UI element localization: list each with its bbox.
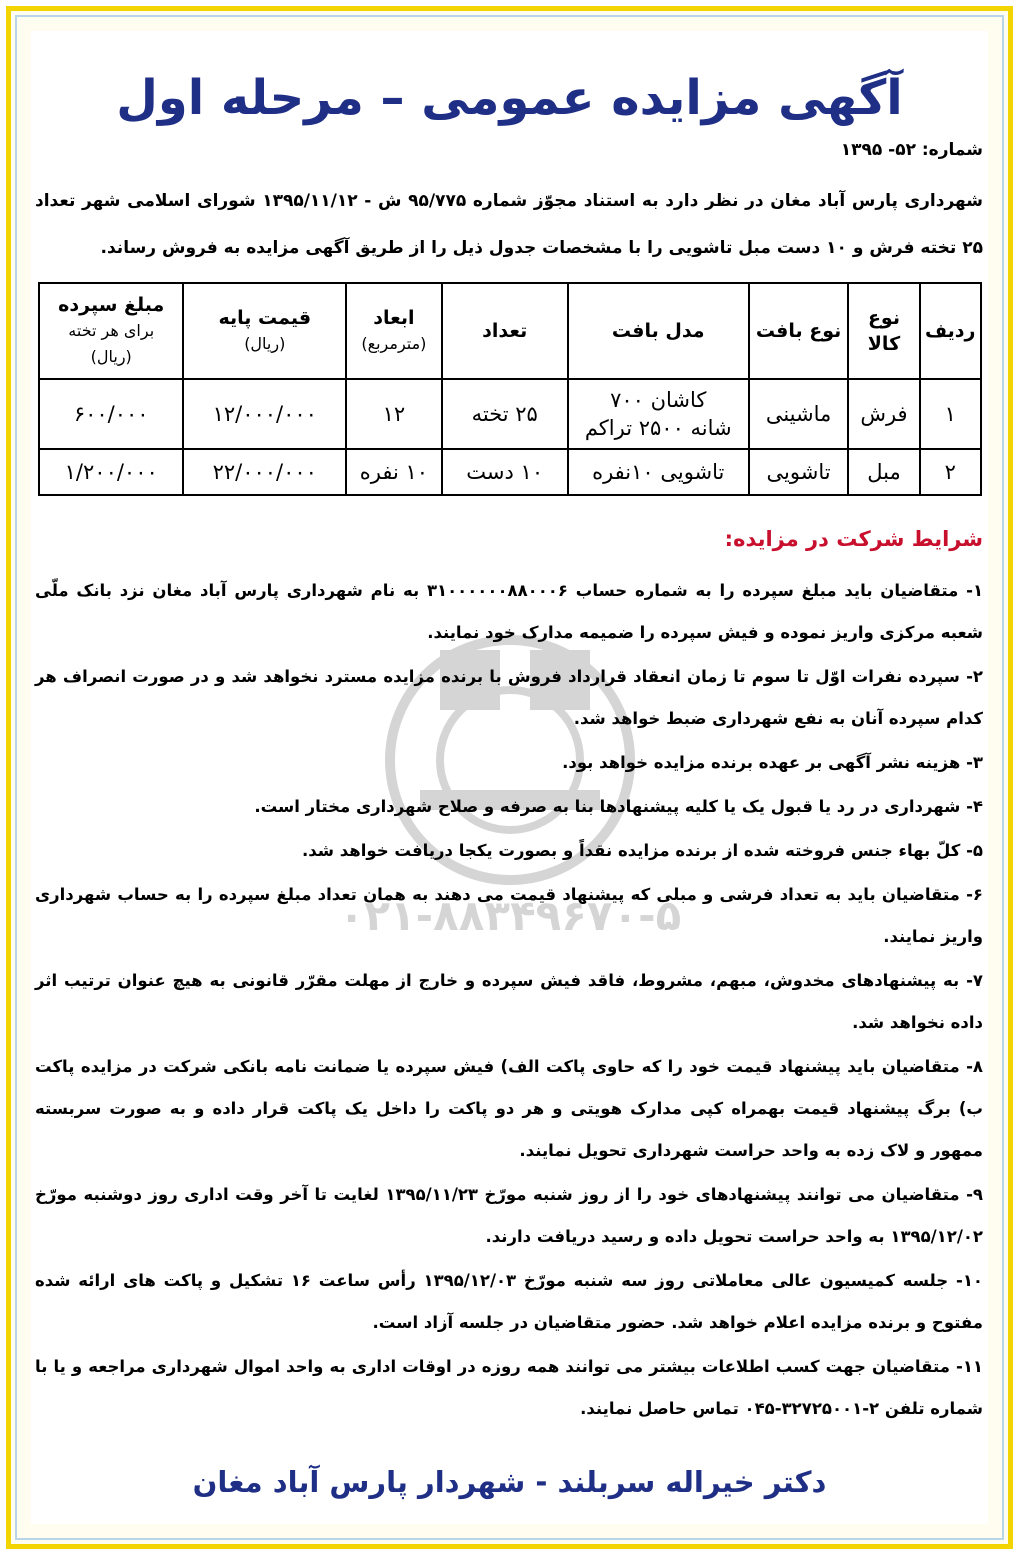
notice-number: شماره: ۵۲- ۱۳۹۵ [840,140,983,160]
cell-model: تاشویی ۱۰نفره [568,449,749,495]
cell-row-number: ۱ [920,379,981,449]
condition-item: ۸- متقاضیان باید پیشنهاد قیمت خود را که حاوی پاکت الف) فیش سپرده یا ضمانت نامه بانکی شرکت در مزایده پاکت ب) برگ پیشنهاد قیمت بهمراه کپی مدارک هویتی و هر دو پاکت را داخل یک پاکت قرار داده و به صورت سربسته ممهور و لاک زده به واحد حراست شهرداری تحویل نمایند. [35,1057,983,1160]
table-row [39,449,981,495]
items-table [38,282,982,496]
cell-dims: ۱۲ [346,379,442,449]
cell-model [568,379,749,449]
cell-row-number: ۲ [920,449,981,495]
condition-item: ۵- کلّ بهاء جنس فروخته شده از برنده مزایده نقداً و بصورت یکجا دریافت خواهد شد. [301,841,983,860]
cell-weave-type: تاشویی [749,449,849,495]
cell-dims: ۱۰ نفره [346,449,442,495]
header-deposit-unit: (ریال) [90,347,132,366]
condition-item: ۳- هزینه نشر آگهی بر عهده برنده مزایده خواهد بود. [562,753,983,772]
conditions-title: شرایط شرکت در مزایده: [724,527,983,551]
header-base-price [183,283,346,379]
header-base-price-unit: (ریال) [244,334,286,353]
header-deposit-sub: برای هر تخته [68,321,155,340]
cell-deposit: ۱/۲۰۰/۰۰۰ [39,449,183,495]
conditions-list [35,570,983,1432]
condition-item: ۲- سپرده نفرات اوّل تا سوم تا زمان انعقاد قرارداد فروش با برنده مزایده مسترد نخواهد شد و در صورت انصراف هر کدام سپرده آنان به نفع شهرداری ضبط خواهد شد. [35,667,983,728]
condition-item: ۱۱- متقاضیان جهت کسب اطلاعات بیشتر می توانند همه روزه در اوقات اداری به واحد اموال شهرداری مراجعه و یا با شماره تلفن ۲-۳۲۷۲۵۰۰۱-۰۴۵ تماس حاصل نمایند. [35,1357,983,1418]
cell-item-type: فرش [848,379,919,449]
cell-item-type: مبل [848,449,919,495]
condition-item: ۷- به پیشنهادهای مخدوش، مبهم، مشروط، فاقد فیش سپرده و خارج از مهلت مقرّر قانونی به هیچ عنوان ترتیب اثر داده نخواهد شد. [35,971,983,1032]
header-deposit [39,283,183,379]
cell-weave-type: ماشینی [749,379,849,449]
header-weave-type: نوع بافت [749,283,849,379]
header-deposit-label: مبلغ سپرده [58,294,165,316]
header-item-type: نوع کالا [848,283,919,379]
cell-count: ۲۵ تخته [442,379,568,449]
header-dims [346,283,442,379]
cell-base-price: ۲۲/۰۰۰/۰۰۰ [183,449,346,495]
cell-model-line2: شانه ۲۵۰۰ تراکم [584,416,732,440]
table-row [39,379,981,449]
table-header-row [39,283,981,379]
cell-base-price: ۱۲/۰۰۰/۰۰۰ [183,379,346,449]
cell-deposit: ۶۰۰/۰۰۰ [39,379,183,449]
cell-count: ۱۰ دست [442,449,568,495]
intro-paragraph: شهرداری پارس آباد مغان در نظر دارد به استناد مجوّز شماره ۹۵/۷۷۵ ش - ۱۳۹۵/۱۱/۱۲ شورای اسلامی شهر تعداد ۲۵ تخته فرش و ۱۰ دست مبل تاشویی را با مشخصات جدول ذیل را از طریق آگهی مزایده به فروش رساند. [35,191,983,258]
header-model: مدل بافت [568,283,749,379]
header-dims-unit: (مترمربع) [361,334,427,353]
condition-item: ۴- شهرداری در رد یا قبول یک یا کلیه پیشنهادها بنا به صرفه و صلاح شهرداری مختار است. [254,797,983,816]
header-dims-label: ابعاد [373,307,415,329]
condition-item: ۹- متقاضیان می توانند پیشنهادهای خود را از روز شنبه مورّخ ۱۳۹۵/۱۱/۲۳ لغایت تا آخر وقت اداری روز دوشنبه مورّخ ۱۳۹۵/۱۲/۰۲ به واحد حراست تحویل داده و رسید دریافت دارند. [35,1185,983,1246]
condition-item: ۱- متقاضیان باید مبلغ سپرده را به شماره حساب ۳۱۰۰۰۰۰۰۸۸۰۰۰۶ به نام شهرداری پارس آباد مغان نزد بانک ملّی شعبه مرکزی واریز نموده و فیش سپرده را ضمیمه مدارک خود نمایند. [35,581,984,642]
page-title: آگهی مزایده عمومی – مرحله اول [116,70,903,126]
signature: دکتر خیراله سربلند - شهردار پارس آباد مغان [192,1465,827,1499]
header-count: تعداد [442,283,568,379]
condition-item: ۶- متقاضیان باید به تعداد فرشی و مبلی که پیشنهاد قیمت می دهند به همان تعداد مبلغ سپرده را به حساب شهرداری واریز نمایند. [35,885,983,946]
condition-item: ۱۰- جلسه کمیسیون عالی معاملاتی روز سه شنبه مورّخ ۱۳۹۵/۱۲/۰۳ رأس ساعت ۱۶ تشکیل و پاکت های ارائه شده مفتوح و برنده مزایده اعلام خواهد شد. حضور متقاضیان در جلسه آزاد است. [35,1271,983,1332]
header-row-number: ردیف [920,283,981,379]
header-base-price-label: قیمت پایه [218,307,312,329]
cell-model-line1: کاشان ۷۰۰ [610,388,707,412]
